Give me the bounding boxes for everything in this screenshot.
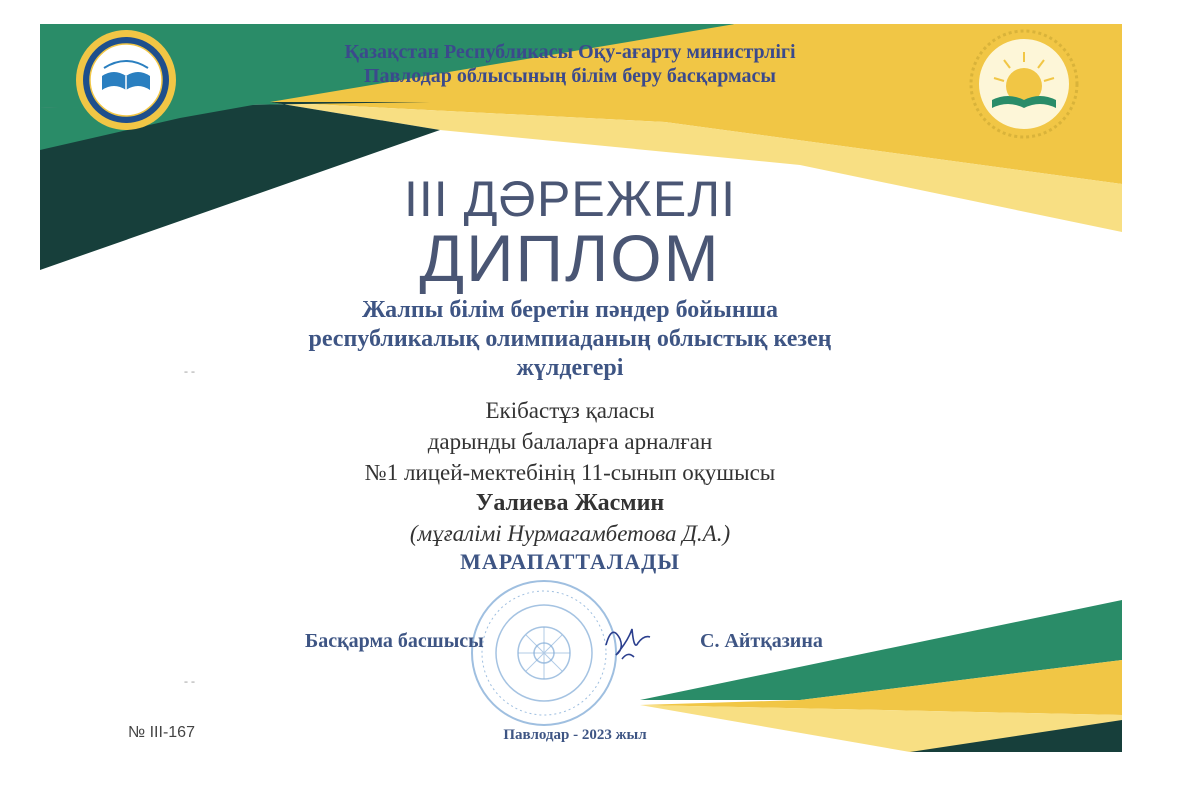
- ministry-name: Қазақстан Республикасы Оқу-ағарту министрлігі: [344, 41, 796, 63]
- open-book-seal-icon: [74, 28, 178, 132]
- department-name: Павлодар облысының білім беру басқармасы: [363, 65, 777, 87]
- city-line: Екібастұз қаласы: [485, 398, 655, 423]
- school-info: [280, 395, 860, 488]
- signatory-title: Басқарма басшысы: [305, 630, 484, 652]
- school-class-line: №1 лицей-мектебінің 11-сынып оқушысы: [364, 460, 776, 485]
- handwritten-signature-icon: [598, 615, 658, 667]
- awarded-label: МАРАПАТТАЛАДЫ: [460, 549, 680, 574]
- signatory-name: С. Айтқазина: [700, 630, 823, 652]
- recipient-name: Уалиева Жасмин: [475, 490, 665, 516]
- subtitle-line: жүлдегері: [516, 355, 624, 381]
- city-year: Павлодар - 2023 жыл: [503, 727, 647, 743]
- diploma-title: ДИПЛОМ: [419, 221, 721, 295]
- subtitle-line: республикалық олимпиаданың облыстық кезең: [308, 326, 832, 352]
- teacher-name: (мұғалімі Нурмагамбетова Д.А.): [409, 521, 731, 546]
- issuer-header: [250, 40, 890, 88]
- scan-mark: - -: [184, 364, 195, 378]
- sunrise-book-emblem-icon: [968, 28, 1080, 140]
- scan-mark: - -: [184, 674, 195, 688]
- subtitle-line: Жалпы білім беретін пәндер бойынша: [362, 297, 778, 323]
- diploma-number: № III-167: [128, 724, 195, 741]
- award-description: [260, 296, 880, 383]
- degree-heading: III ДӘРЕЖЕЛІ: [404, 171, 736, 227]
- school-type-line: дарынды балаларға арналған: [427, 429, 713, 454]
